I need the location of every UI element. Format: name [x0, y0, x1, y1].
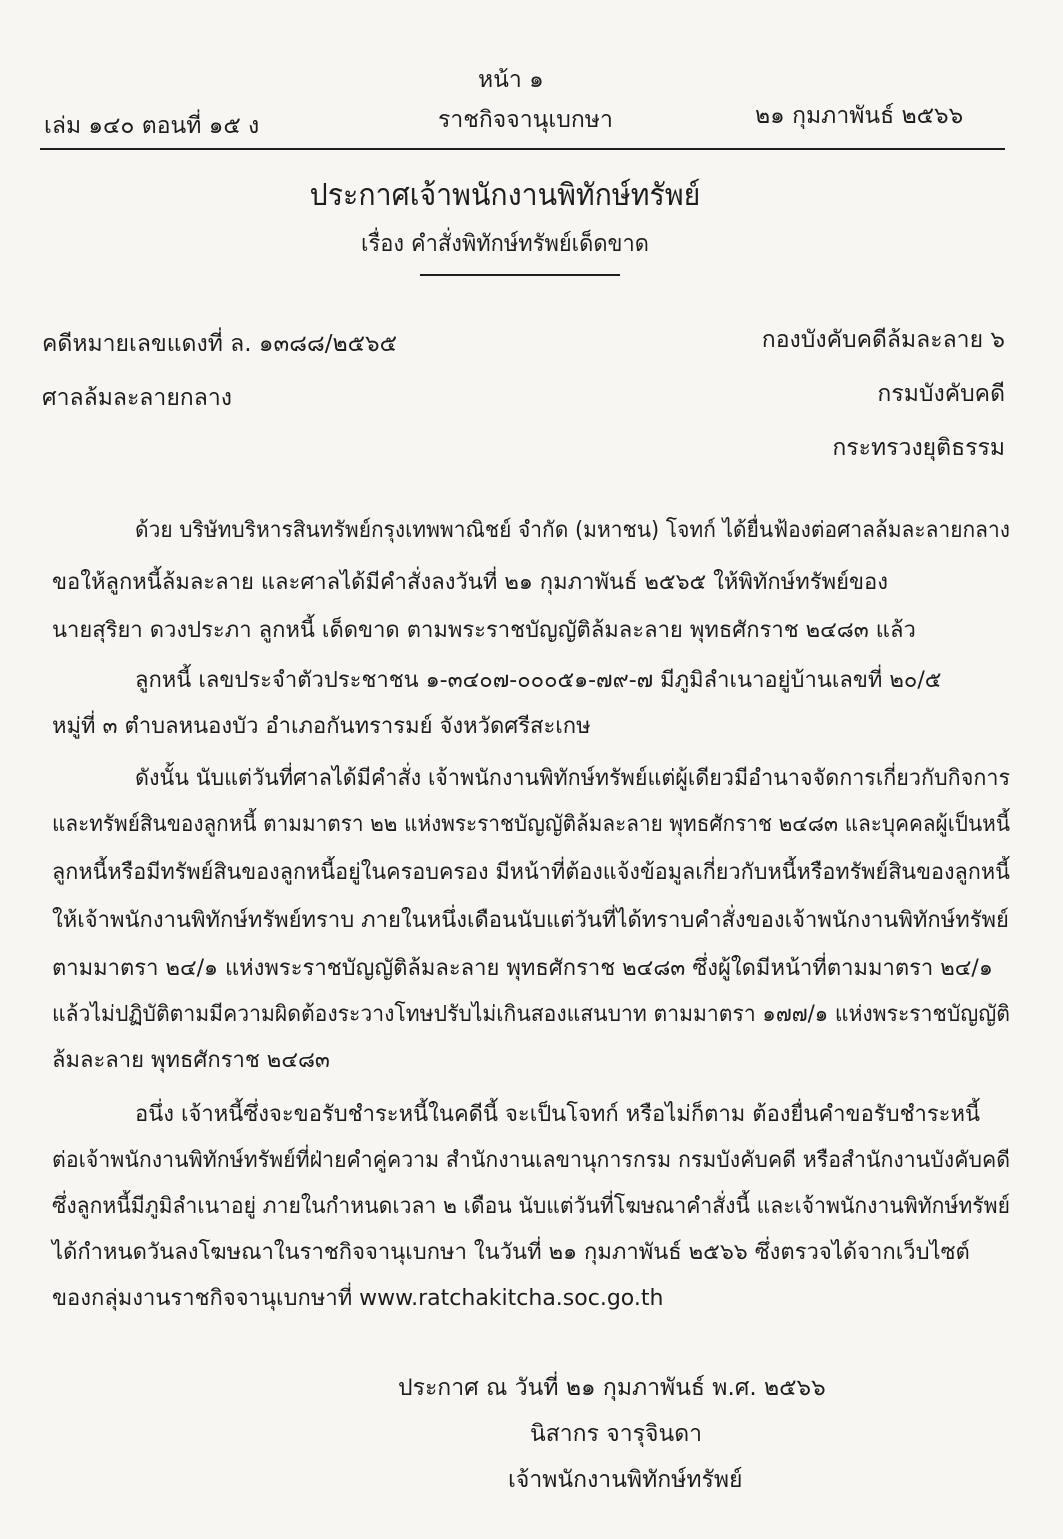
signatory-position: เจ้าพนักงานพิทักษ์ทรัพย์ — [508, 1467, 743, 1493]
paragraph-3-line-1: ดังนั้น นับแต่วันที่ศาลได้มีคำสั่ง เจ้าพนักงานพิทักษ์ทรัพย์แต่ผู้เดียวมีอำนาจจัดการเกี่ยวกับกิจการ — [135, 766, 1011, 791]
paragraph-4-line-1: อนึ่ง เจ้าหนี้ซึ่งจะขอรับชำระหนี้ในคดีนี้ จะเป็นโจทก์ หรือไม่ก็ตาม ต้องยื่นคำขอรับชำระหนี้ — [135, 1102, 981, 1127]
paragraph-1-line-1: ด้วย บริษัทบริหารสินทรัพย์กรุงเทพพาณิชย์ จำกัด (มหาชน) โจทก์ ได้ยื่นฟ้องต่อศาลล้มละลายกลาง — [135, 518, 1010, 543]
paragraph-3-line-4: ให้เจ้าพนักงานพิทักษ์ทรัพย์ทราบ ภายในหนึ่งเดือนนับแต่วันที่ได้ทราบคำสั่งของเจ้าพนักงานพิทักษ์ทรัพย์ — [52, 908, 1009, 933]
gazette-date: ๒๑ กุมภาพันธ์ ๒๕๖๖ — [755, 103, 964, 129]
header-divider — [40, 148, 1005, 150]
paragraph-4-line-3: ซึ่งลูกหนี้มีภูมิลำเนาอยู่ ภายในกำหนดเวลา ๒ เดือน นับแต่วันที่โฆษณาคำสั่งนี้ และเจ้าพนักงานพิทักษ์ทรัพย์ — [52, 1194, 1010, 1219]
paragraph-4-line-2: ต่อเจ้าพนักงานพิทักษ์ทรัพย์ที่ฝ่ายคำคู่ความ สำนักงานเลขานุการกรม กรมบังคับคดี หรือสำนักงานบังคับคดี — [52, 1148, 1011, 1173]
case-number: คดีหมายเลขแดงที่ ล. ๑๓๘๘/๒๕๖๕ — [42, 331, 398, 357]
paragraph-3-line-2: และทรัพย์สินของลูกหนี้ ตามมาตรา ๒๒ แห่งพระราชบัญญัติล้มละลาย พุทธศักราช ๒๔๘๓ และบุคคลผู้เป็นหนี้ — [52, 812, 1011, 837]
paragraph-3-line-5: ตามมาตรา ๒๔/๑ แห่งพระราชบัญญัติล้มละลาย พุทธศักราช ๒๔๘๓ ซึ่งผู้ใดมีหน้าที่ตามมาตรา ๒๔/๑ — [52, 956, 993, 981]
court-name: ศาลล้มละลายกลาง — [42, 385, 232, 411]
paragraph-2-line-1: ลูกหนี้ เลขประจำตัวประชาชน ๑-๓๔๐๗-๐๐๐๕๑-๗๙-๗ มีภูมิลำเนาอยู่บ้านเลขที่ ๒๐/๕ — [135, 668, 942, 693]
paragraph-3-line-7: ล้มละลาย พุทธศักราช ๒๔๘๓ — [52, 1048, 330, 1073]
title-underline — [420, 274, 620, 276]
volume-info: เล่ม ๑๔๐ ตอนที่ ๑๕ ง — [44, 113, 260, 139]
gazette-name: ราชกิจจานุเบกษา — [438, 107, 613, 133]
page-title: ประกาศเจ้าพนักงานพิทักษ์ทรัพย์ — [309, 178, 701, 213]
office-name: กองบังคับคดีล้มละลาย ๖ — [761, 327, 1005, 353]
paragraph-2-line-2: หมู่ที่ ๓ ตำบลหนองบัว อำเภอกันทรารมย์ จังหวัดศรีสะเกษ — [52, 714, 591, 739]
subject-line: เรื่อง คำสั่งพิทักษ์ทรัพย์เด็ดขาด — [361, 231, 649, 257]
paragraph-1-line-3: นายสุริยา ดวงประภา ลูกหนี้ เด็ดขาด ตามพระราชบัญญัติล้มละลาย พุทธศักราช ๒๔๘๓ แล้ว — [52, 618, 916, 643]
paragraph-1-line-2: ขอให้ลูกหนี้ล้มละลาย และศาลได้มีคำสั่งลงวันที่ ๒๑ กุมภาพันธ์ ๒๕๖๕ ให้พิทักษ์ทรัพย์ของ — [52, 570, 888, 595]
paragraph-3-line-3: ลูกหนี้หรือมีทรัพย์สินของลูกหนี้อยู่ในครอบครอง มีหน้าที่ต้องแจ้งข้อมูลเกี่ยวกับหนี้หรือทรัพย์สินของลูกหนี้ — [52, 860, 1010, 885]
department-name: กรมบังคับคดี — [877, 381, 1005, 407]
ministry-name: กระทรวงยุติธรรม — [832, 435, 1005, 461]
signatory-name: นิสากร จารุจินดา — [530, 1421, 703, 1447]
announcement-date: ประกาศ ณ วันที่ ๒๑ กุมภาพันธ์ พ.ศ. ๒๕๖๖ — [398, 1375, 826, 1401]
page-number: หน้า ๑ — [478, 67, 544, 93]
paragraph-4-line-4: ได้กำหนดวันลงโฆษณาในราชกิจจานุเบกษา ในวันที่ ๒๑ กุมภาพันธ์ ๒๕๖๖ ซึ่งตรวจได้จากเว็บไซต์ — [52, 1240, 970, 1265]
paragraph-3-line-6: แล้วไม่ปฏิบัติตามมีความผิดต้องระวางโทษปรับไม่เกินสองแสนบาท ตามมาตรา ๑๗๗/๑ แห่งพระราชบัญญัติ — [52, 1002, 1010, 1027]
paragraph-4-line-5: ของกลุ่มงานราชกิจจานุเบกษาที่ www.ratchakitcha.soc.go.th — [52, 1286, 664, 1311]
